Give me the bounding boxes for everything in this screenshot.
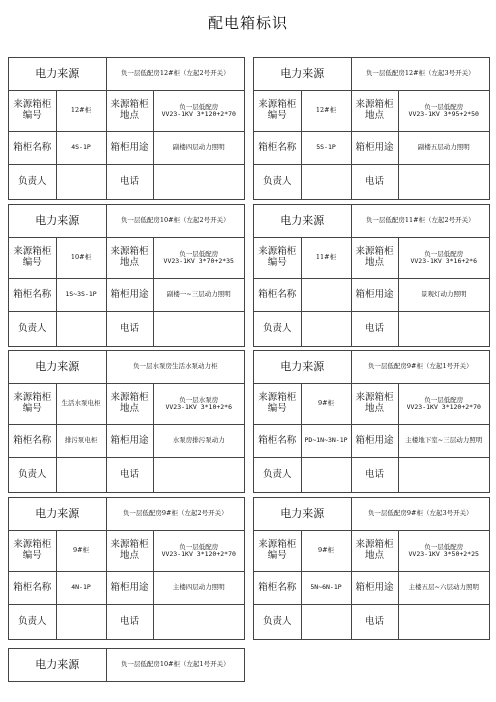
label-table xyxy=(254,205,489,346)
power-source-label: 电力来源 xyxy=(9,351,106,384)
location-value: 负一层低配房 VV23-1KV 3*120+2*70 xyxy=(398,384,489,425)
cabinet-name-label: 箱柜名称 xyxy=(9,279,56,312)
cabinet-name-label: 箱柜名称 xyxy=(9,572,56,605)
location-value: 负一层低配房 VV23-1KV 3*70+2*35 xyxy=(153,238,244,279)
cabinet-no-label: 来源箱柜编号 xyxy=(9,384,56,425)
phone-value xyxy=(153,312,244,347)
cabinet-name-label: 箱柜名称 xyxy=(254,132,301,165)
cabinet-no-label: 来源箱柜编号 xyxy=(254,531,301,572)
power-source-value: 负一层低配房9#柜（左起1号开关） xyxy=(351,351,489,384)
power-source-label: 电力来源 xyxy=(254,205,351,238)
distribution-box-label xyxy=(8,57,245,200)
usage-value: 主楼五层~六层动力照明 xyxy=(398,572,489,605)
distribution-box-label xyxy=(8,350,245,493)
cabinet-name-value: 1S~3S-1P xyxy=(56,279,106,312)
responsible-label: 负责人 xyxy=(9,605,56,640)
location-value: 负一层低配房 VV23-1KV 3*50+2*25 xyxy=(398,531,489,572)
cabinet-no-value: 12#柜 xyxy=(56,91,106,132)
location-label: 来源箱柜地点 xyxy=(106,238,153,279)
location-label: 来源箱柜地点 xyxy=(351,531,398,572)
power-source-value: 负一层低配房10#柜（左起1号开关） xyxy=(106,649,244,681)
location-label: 来源箱柜地点 xyxy=(351,384,398,425)
label-table xyxy=(9,649,244,681)
label-table xyxy=(9,205,244,346)
cabinet-name-value: 4S-1P xyxy=(56,132,106,165)
distribution-box-label xyxy=(253,350,490,493)
usage-label: 箱柜用途 xyxy=(106,279,153,312)
power-source-label: 电力来源 xyxy=(9,205,106,238)
usage-value: 景观灯动力照明 xyxy=(398,279,489,312)
label-table xyxy=(254,351,489,492)
cabinet-name-label: 箱柜名称 xyxy=(254,279,301,312)
phone-label: 电话 xyxy=(351,458,398,493)
responsible-value xyxy=(56,312,106,347)
responsible-value xyxy=(301,312,351,347)
cabinet-name-label: 箱柜名称 xyxy=(254,572,301,605)
usage-label: 箱柜用途 xyxy=(106,425,153,458)
responsible-label: 负责人 xyxy=(254,605,301,640)
label-table xyxy=(254,498,489,639)
phone-value xyxy=(398,312,489,347)
location-label: 来源箱柜地点 xyxy=(351,91,398,132)
usage-label: 箱柜用途 xyxy=(351,572,398,605)
usage-label: 箱柜用途 xyxy=(351,132,398,165)
phone-value xyxy=(153,165,244,200)
distribution-box-label xyxy=(253,204,490,347)
distribution-box-label xyxy=(8,204,245,347)
phone-label: 电话 xyxy=(351,605,398,640)
cabinet-no-value: 11#柜 xyxy=(301,238,351,279)
location-label: 来源箱柜地点 xyxy=(106,531,153,572)
location-label: 来源箱柜地点 xyxy=(351,238,398,279)
responsible-value xyxy=(301,605,351,640)
responsible-value xyxy=(301,458,351,493)
location-value: 负一层低配房 VV23-1KV 3*95+2*50 xyxy=(398,91,489,132)
responsible-label: 负责人 xyxy=(9,312,56,347)
usage-value: 主楼四层动力照明 xyxy=(153,572,244,605)
usage-value: 副楼五层动力照明 xyxy=(398,132,489,165)
label-table xyxy=(9,351,244,492)
power-source-value: 负一层低配房9#柜（左起3号开关） xyxy=(351,498,489,531)
responsible-value xyxy=(56,605,106,640)
cabinet-no-value: 9#柜 xyxy=(301,384,351,425)
cabinet-no-value: 12#柜 xyxy=(301,91,351,132)
responsible-value xyxy=(301,165,351,200)
cabinet-no-value: 9#柜 xyxy=(56,531,106,572)
cabinet-name-value: 4N-1P xyxy=(56,572,106,605)
power-source-label: 电力来源 xyxy=(254,58,351,91)
power-source-value: 负一层水泵房生活水泵动力柜 xyxy=(106,351,244,384)
usage-label: 箱柜用途 xyxy=(351,279,398,312)
responsible-value xyxy=(56,458,106,493)
distribution-box-label xyxy=(8,648,245,682)
power-source-value: 负一层低配房10#柜（左起2号开关） xyxy=(106,205,244,238)
label-table xyxy=(9,498,244,639)
cabinet-name-value: PD~1N~3N-1P xyxy=(301,425,351,458)
distribution-box-label xyxy=(8,497,245,640)
phone-value xyxy=(398,605,489,640)
phone-label: 电话 xyxy=(106,165,153,200)
location-value: 负一层低配房 VV23-1KV 3*120+2*70 xyxy=(153,91,244,132)
label-table xyxy=(9,58,244,199)
location-value: 负一层水泵房 VV23-1KV 3*10+2*6 xyxy=(153,384,244,425)
cabinet-name-value xyxy=(301,279,351,312)
document-title: 配电箱标识 xyxy=(207,14,288,32)
responsible-label: 负责人 xyxy=(254,312,301,347)
power-source-label: 电力来源 xyxy=(254,351,351,384)
location-value: 负一层低配房 VV23-1KV 3*16+2*6 xyxy=(398,238,489,279)
responsible-value xyxy=(56,165,106,200)
responsible-label: 负责人 xyxy=(254,165,301,200)
phone-label: 电话 xyxy=(106,458,153,493)
phone-value xyxy=(153,458,244,493)
cabinet-name-value: 排污泵电柜 xyxy=(56,425,106,458)
phone-label: 电话 xyxy=(351,165,398,200)
phone-value xyxy=(153,605,244,640)
power-source-value: 负一层低配房9#柜（左起2号开关） xyxy=(106,498,244,531)
cabinet-no-label: 来源箱柜编号 xyxy=(9,531,56,572)
usage-value: 副楼四层动力照明 xyxy=(153,132,244,165)
cabinet-name-value: 5N~6N-1P xyxy=(301,572,351,605)
cabinet-name-value: 5S-1P xyxy=(301,132,351,165)
power-source-value: 负一层低配房12#柜（左起3号开关） xyxy=(351,58,489,91)
usage-value: 水泵房排污泵动力 xyxy=(153,425,244,458)
cabinet-no-label: 来源箱柜编号 xyxy=(254,384,301,425)
usage-value: 副楼一~三层动力照明 xyxy=(153,279,244,312)
phone-value xyxy=(398,458,489,493)
power-source-value: 负一层低配房12#柜（左起2号开关） xyxy=(106,58,244,91)
cabinet-no-label: 来源箱柜编号 xyxy=(254,91,301,132)
power-source-label: 电力来源 xyxy=(9,58,106,91)
distribution-box-label xyxy=(253,497,490,640)
location-label: 来源箱柜地点 xyxy=(106,384,153,425)
cabinet-no-value: 生活水泵电柜 xyxy=(56,384,106,425)
responsible-label: 负责人 xyxy=(254,458,301,493)
cabinet-name-label: 箱柜名称 xyxy=(254,425,301,458)
phone-label: 电话 xyxy=(106,605,153,640)
usage-value: 主楼地下室~三层动力照明 xyxy=(398,425,489,458)
cabinet-no-label: 来源箱柜编号 xyxy=(254,238,301,279)
label-table xyxy=(254,58,489,199)
responsible-label: 负责人 xyxy=(9,165,56,200)
cabinet-name-label: 箱柜名称 xyxy=(9,132,56,165)
distribution-box-label xyxy=(253,57,490,200)
phone-value xyxy=(398,165,489,200)
power-source-label: 电力来源 xyxy=(9,498,106,531)
responsible-label: 负责人 xyxy=(9,458,56,493)
cabinet-no-label: 来源箱柜编号 xyxy=(9,91,56,132)
cabinet-no-value: 9#柜 xyxy=(301,531,351,572)
cabinet-name-label: 箱柜名称 xyxy=(9,425,56,458)
location-value: 负一层低配房 VV23-1KV 3*120+2*70 xyxy=(153,531,244,572)
location-label: 来源箱柜地点 xyxy=(106,91,153,132)
phone-label: 电话 xyxy=(351,312,398,347)
usage-label: 箱柜用途 xyxy=(106,132,153,165)
cabinet-no-value: 10#柜 xyxy=(56,238,106,279)
usage-label: 箱柜用途 xyxy=(351,425,398,458)
cabinet-no-label: 来源箱柜编号 xyxy=(9,238,56,279)
usage-label: 箱柜用途 xyxy=(106,572,153,605)
power-source-value: 负一层低配房11#柜（左起2号开关） xyxy=(351,205,489,238)
power-source-label: 电力来源 xyxy=(254,498,351,531)
power-source-label: 电力来源 xyxy=(9,649,106,681)
phone-label: 电话 xyxy=(106,312,153,347)
